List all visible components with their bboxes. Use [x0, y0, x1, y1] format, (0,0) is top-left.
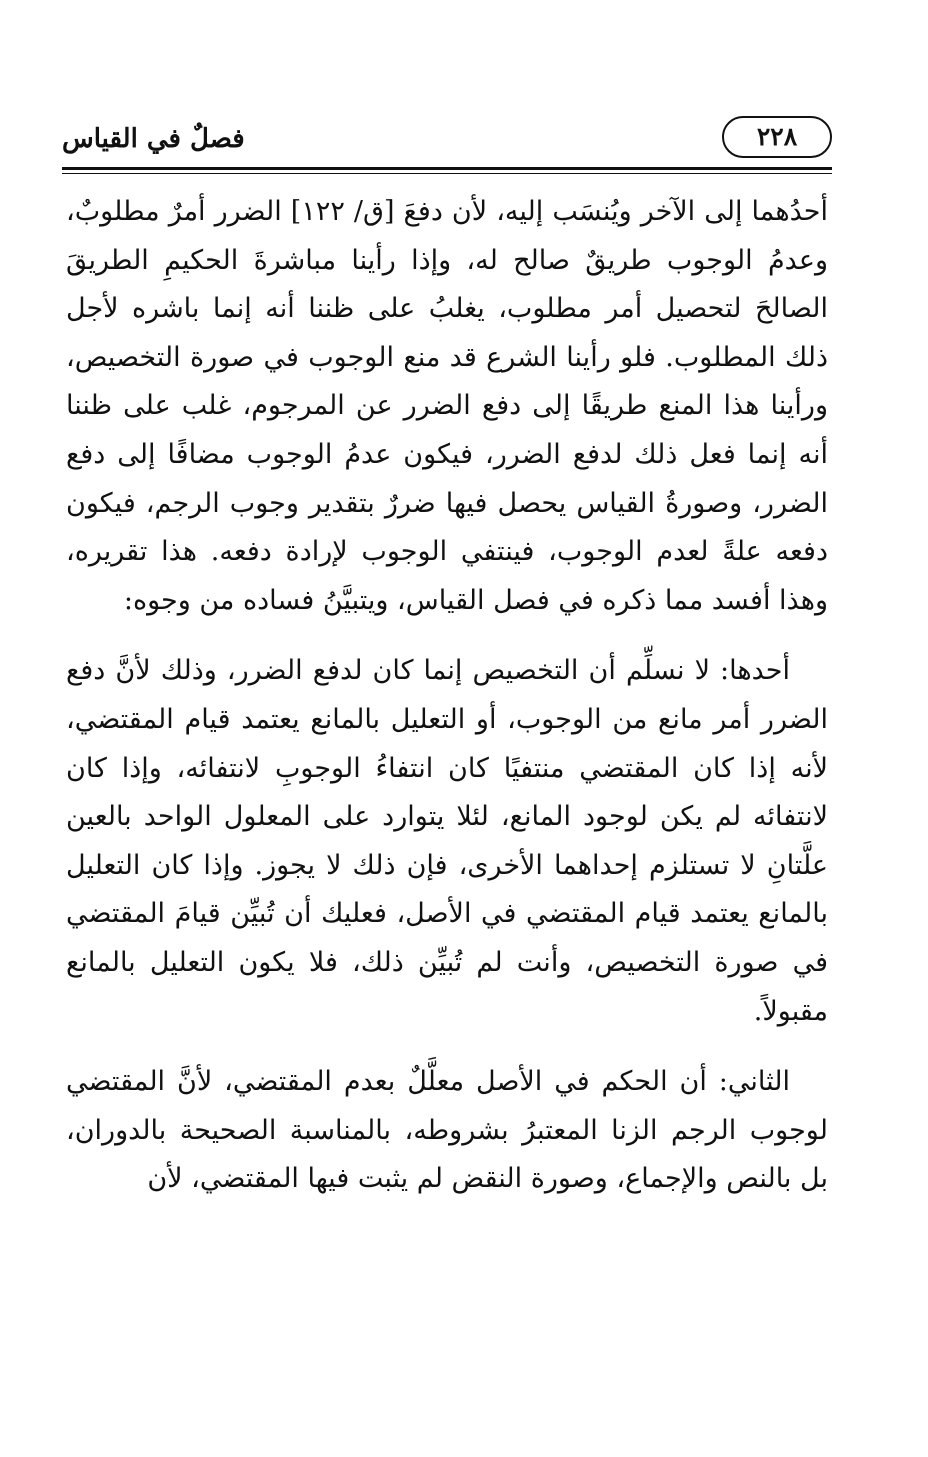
header-divider-thick: [62, 167, 832, 170]
running-title: فصلٌ في القياس: [62, 124, 245, 154]
paragraph-2: أحدها: لا نسلِّم أن التخصيص إنما كان لدفع الضرر، وذلك لأنَّ دفع الضرر أمر مانع من الوجوب، أو التعليل بالمانع يعتمد قيام المقتضي، لأنه إذا كان المقتضي منتفيًا كان انتفاءُ الوجوبِ لانتفائه، وإذا كان لانتفائه لم يكن لوجود المانع، لئلا يتوارد على المعلول الواحد بالعين علَّتانِ لا تستلزم إحداهما الأخرى، فإن ذلك لا يجوز. وإذا كان التعليل بالمانع يعتمد قيام المقتضي في الأصل، فعليك أن تُبيِّن قيامَ المقتضي في صورة التخصيص، وأنت لم تُبيِّن ذلك، فلا يكون التعليل بالمانع مقبولاً.: [66, 655, 828, 1027]
page-header: [62, 108, 832, 168]
paragraph-3: الثاني: أن الحكم في الأصل معلَّلٌ بعدم المقتضي، لأنَّ المقتضي لوجوب الرجم الزنا المعتبرُ بشروطه، بالمناسبة الصحيحة بالدوران، بل بالنص والإجماع، وصورة النقض لم يثبت فيها المقتضي، لأن: [66, 1066, 828, 1195]
page-number-badge: ٢٢٨: [722, 116, 832, 158]
paragraph-1: أحدُهما إلى الآخر ويُنسَب إليه، لأن دفعَ [ق/ ١٢٢] الضرر أمرٌ مطلوبٌ، وعدمُ الوجوب طريقٌ صالح له، وإذا رأينا مباشرةَ الحكيمِ الطريقَ الصالحَ لتحصيل أمر مطلوب، يغلبُ على ظننا أنه إنما باشره لأجل ذلك المطلوب. فلو رأينا الشرع قد منع الوجوب في صورة التخصيص، ورأينا هذا المنع طريقًا إلى دفع الضرر عن المرجوم، غلب على ظننا أنه إنما فعل ذلك لدفع الضرر، فيكون عدمُ الوجوب مضافًا إلى دفع الضرر، وصورةُ القياس يحصل فيها ضررٌ بتقدير وجوب الرجم، فيكون دفعه علةً لعدم الوجوب، فينتفي الوجوب لإرادة دفعه. هذا تقريره، وهذا أفسد مما ذكره في فصل القياس، ويتبيَّنُ فساده من وجوه:: [66, 196, 828, 616]
body-text: [66, 188, 828, 1226]
header-divider-thin: [62, 173, 832, 174]
